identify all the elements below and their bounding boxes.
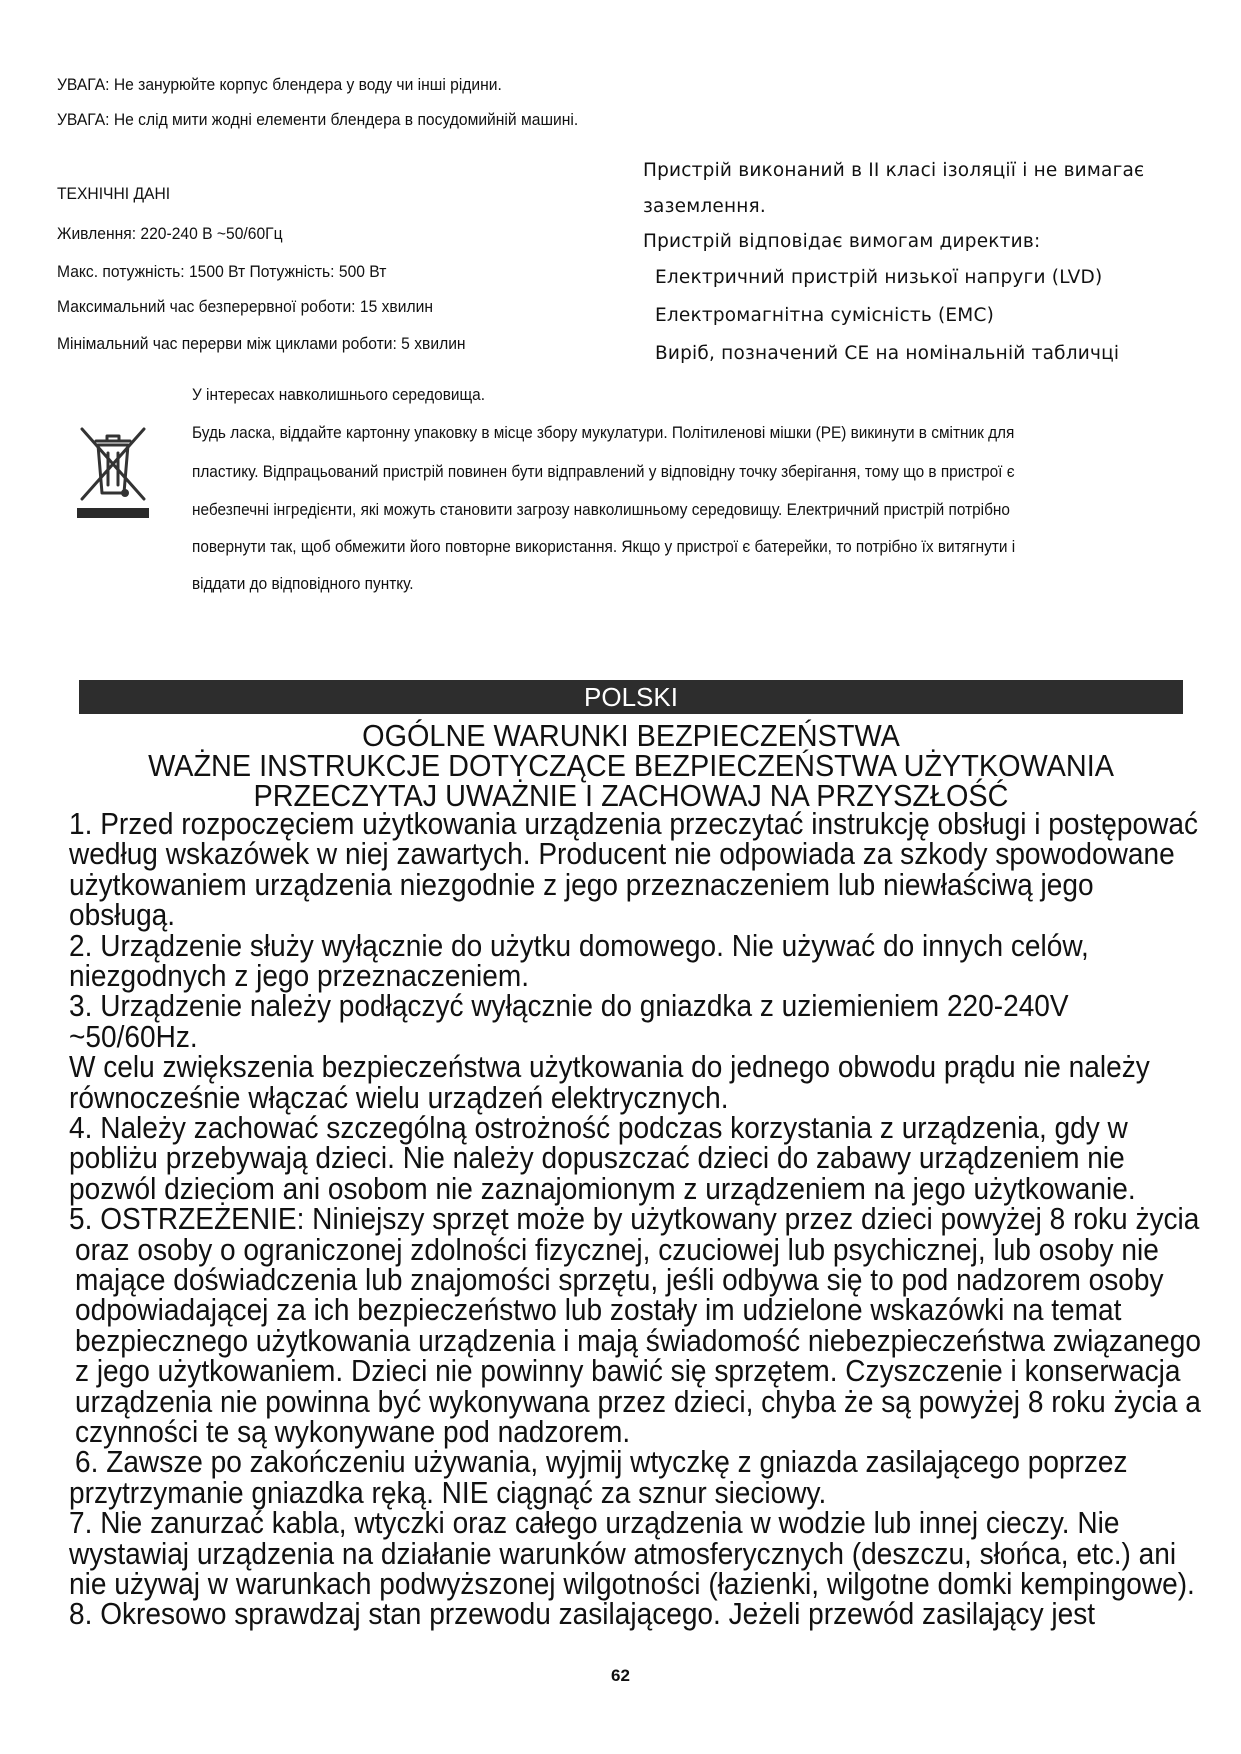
- instruction-line: według wskazówek w niej zawartych. Producent nie odpowiada za szkody spowodowane: [69, 836, 1175, 871]
- instruction-line: niezgodnych z jego przeznaczeniem.: [69, 958, 530, 993]
- environment-line: повернути так, щоб обмежити його повторне використання. Якщо у пристрої є батерейки, то потрібно їх витягнути і: [192, 537, 1016, 556]
- language-banner: POLSKI: [79, 680, 1183, 714]
- compliance-line: Пристрій виконаний в II класі ізоляції і не вимагає: [643, 160, 1145, 181]
- instruction-line: 3. Urządzenie należy podłączyć wyłącznie do gniazdka z uziemieniem 220-240V: [69, 988, 1069, 1023]
- instruction-line: 6. Zawsze po zakończeniu używania, wyjmij wtyczkę z gniazda zasilającego poprzez: [75, 1444, 1128, 1479]
- tech-line: Мінімальний час перерви між циклами роботи: 5 хвилин: [57, 334, 466, 353]
- section-heading: WAŻNE INSTRUKCJE DOTYCZĄCE BEZPIECZEŃSTWA UŻYTKOWANIA: [148, 748, 1114, 783]
- instruction-line: 8. Okresowo sprawdzaj stan przewodu zasilającego. Jeżeli przewód zasilający jest: [69, 1596, 1096, 1631]
- instruction-line: pozwól dzieciom ani osobom nie zaznajomionym z urządzeniem na jego użytkowanie.: [69, 1171, 1136, 1206]
- environment-line: небезпечні інгредієнти, які можуть становити загрозу навколишньому середовищу. Електричний пристрій потрібно: [192, 500, 1010, 519]
- instruction-line: użytkowaniem urządzenia niezgodnie z jego przeznaczeniem lub niewłaściwą jego: [69, 867, 1094, 902]
- instruction-line: 2. Urządzenie służy wyłącznie do użytku domowego. Nie używać do innych celów,: [69, 928, 1089, 963]
- tech-line: Максимальний час безперервної роботи: 15 хвилин: [57, 297, 433, 316]
- environment-line: Будь ласка, віддайте картонну упаковку в місце збору мукулатури. Політиленові мішки (PE) викинути в смітник для: [192, 423, 1015, 442]
- tech-title: ТЕХНІЧНІ ДАНІ: [57, 184, 171, 203]
- instruction-line: mające doświadczenia lub znajomości sprzętu, jeśli odbywa się to pod nadzorem osoby: [75, 1262, 1164, 1297]
- section-heading: OGÓLNE WARUNKI BEZPIECZEŃSTWA: [362, 718, 900, 753]
- instruction-line: przytrzymanie gniazdka ręką. NIE ciągnąć za sznur sieciowy.: [69, 1475, 827, 1510]
- environment-heading: У інтересах навколишнього середовища.: [192, 385, 485, 404]
- instruction-line: równocześnie włączać wielu urządzeń elektrycznych.: [69, 1080, 729, 1115]
- instruction-line: czynności te są wykonywane pod nadzorem.: [75, 1414, 631, 1449]
- instruction-line: 5. OSTRZEŻENIE: Niniejszy sprzęt może by użytkowany przez dzieci powyżej 8 roku życia: [69, 1201, 1200, 1236]
- page-number: 62: [611, 1666, 630, 1685]
- environment-line: віддати до відповідного пунтку.: [192, 574, 414, 593]
- instruction-line: oraz osoby o ograniczonej zdolności fizycznej, czuciowej lub psychicznej, lub osoby nie: [75, 1232, 1159, 1267]
- compliance-directive: Електричний пристрій низької напруги (LVD): [655, 267, 1103, 288]
- environment-line: пластику. Відпрацьований пристрій повинен бути відправлений у відповідну точку зберігання, тому що в пристрої є: [192, 462, 1015, 481]
- instruction-line: wystawiaj urządzenia na działanie warunków atmosferycznych (deszczu, słońca, etc.) ani: [69, 1536, 1177, 1571]
- warning-dishwasher: УВАГА: Не слід мити жодні елементи блендера в посудомийній машині.: [57, 110, 579, 129]
- compliance-line: Пристрій відповідає вимогам директив:: [643, 231, 1041, 252]
- instruction-line: 4. Należy zachować szczególną ostrożność podczas korzystania z urządzenia, gdy w: [69, 1110, 1128, 1145]
- section-heading: PRZECZYTAJ UWAŻNIE I ZACHOWAJ NA PRZYSZŁOŚĆ: [253, 778, 1009, 813]
- compliance-directive: Електромагнітна сумісність (EMC): [655, 305, 995, 326]
- instruction-line: nie używaj w warunkach podwyższonej wilgotności (łazienki, wilgotne domki kempingowe).: [69, 1566, 1195, 1601]
- compliance-directive: Виріб, позначений CE на номінальній табличці: [655, 343, 1120, 364]
- instruction-line: 1. Przed rozpoczęciem użytkowania urządzenia przeczytać instrukcję obsługi i postępować: [69, 806, 1198, 841]
- warning-immersion: УВАГА: Не занурюйте корпус блендера у воду чи інші рідини.: [57, 75, 502, 94]
- instruction-line: ~50/60Hz.: [69, 1019, 198, 1054]
- compliance-line: заземлення.: [643, 196, 766, 217]
- instruction-line: urządzenia nie powinna być wykonywana przez dzieci, chyba że są powyżej 8 roku życia a: [75, 1384, 1201, 1419]
- instruction-line: 7. Nie zanurzać kabla, wtyczki oraz całego urządzenia w wodzie lub innej cieczy. Nie: [69, 1505, 1120, 1540]
- tech-line: Живлення: 220-240 В ~50/60Гц: [57, 224, 283, 243]
- instruction-line: pobliżu przebywają dzieci. Nie należy dopuszczać dzieci do zabawy urządzeniem nie: [69, 1140, 1125, 1175]
- instruction-line: W celu zwiększenia bezpieczeństwa użytkowania do jednego obwodu prądu nie należy: [69, 1049, 1150, 1084]
- crossed-out-wheelie-bin-icon: [74, 423, 152, 521]
- instruction-line: odpowiadającej za ich bezpieczeństwo lub zostały im udzielone wskazówki na temat: [75, 1292, 1122, 1327]
- instruction-line: z jego użytkowaniem. Dzieci nie powinny bawić się sprzętem. Czyszczenie i konserwacja: [75, 1353, 1181, 1388]
- instruction-line: obsługą.: [69, 897, 176, 932]
- tech-line: Макс. потужність: 1500 Вт Потужність: 500 Вт: [57, 262, 387, 281]
- instruction-line: bezpiecznego użytkowania urządzenia i mają świadomość niebezpieczeństwa związanego: [75, 1323, 1201, 1358]
